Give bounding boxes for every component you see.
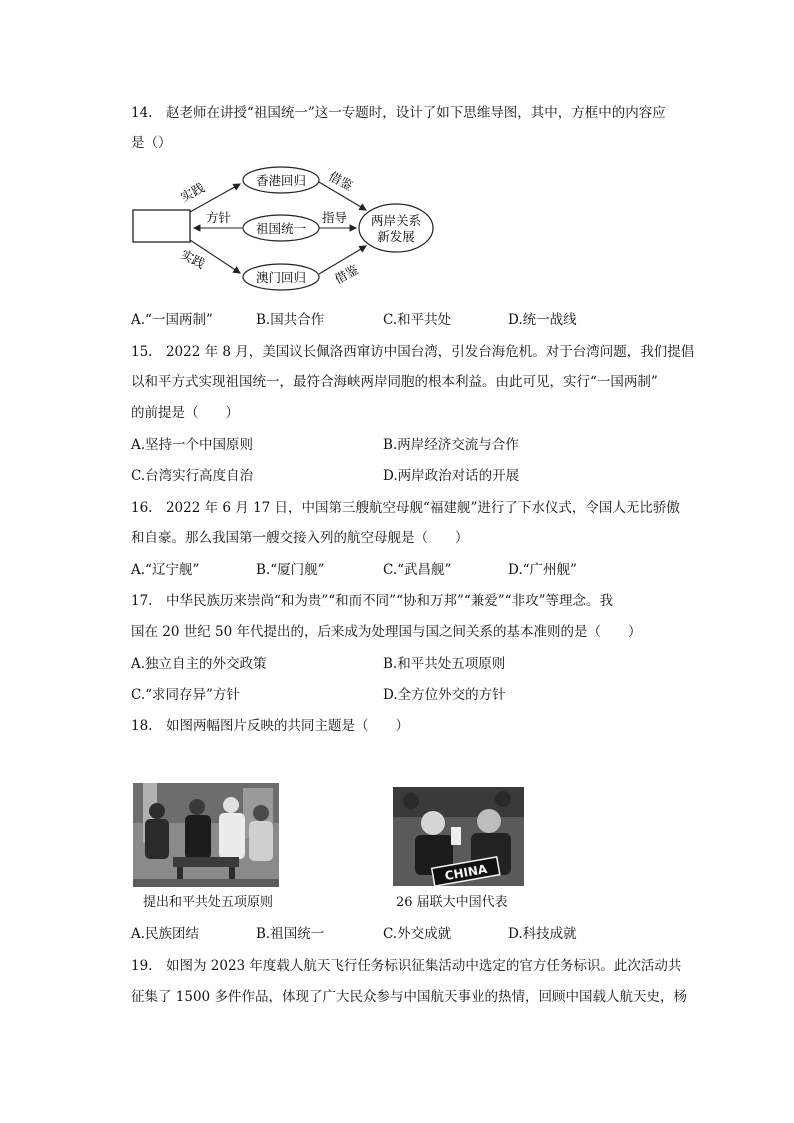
q16-stem-line1: 16. 2022 年 6 月 17 日，中国第三艘航空母舰“福建舰”进行了下水仪式，令国人无比骄傲 (131, 500, 680, 516)
q15-stem-line3: 的前提是（ ） (131, 405, 239, 421)
q18-option-d: D.科技成就 (508, 926, 577, 942)
policy-label: 方针 (206, 210, 232, 225)
q15-option-b: B.两岸经济交流与合作 (383, 437, 519, 453)
hk-label: 香港回归 (255, 173, 307, 188)
q17-option-a: A.独立自主的外交政策 (131, 656, 267, 672)
target-label-line2: 新发展 (377, 229, 415, 244)
q16-stem-line2: 和自豪。那么我国第一艘交接入列的航空母舰是（ ） (131, 530, 469, 546)
un-delegation-photo (393, 787, 524, 886)
practice-top-label: 实践 (177, 179, 208, 205)
q14-option-c: C.和平共处 (383, 312, 452, 328)
q18-option-c: C.外交成就 (383, 926, 452, 942)
q19-stem-line1: 19. 如图为 2023 年度载人航天飞行任务标识征集活动中选定的官方任务标识。此次活动共 (131, 958, 682, 974)
mo-label: 澳门回归 (255, 270, 307, 285)
q14-option-d: D.统一战线 (508, 312, 577, 328)
practice-bottom-label: 实践 (178, 246, 208, 272)
five-principles-photo (133, 783, 279, 887)
caption-right: 26 届联大中国代表 (396, 895, 508, 910)
target-node (359, 204, 433, 252)
q15-option-d: D.两岸政治对话的开展 (383, 468, 520, 484)
guide-label: 指导 (322, 210, 348, 225)
mind-map-diagram (128, 160, 438, 300)
q15-stem-line2: 以和平方式实现祖国统一，最符合海峡两岸同胞的根本利益。由此可见，实行“一国两制” (131, 374, 658, 390)
q16-option-a: A.“辽宁舰” (131, 562, 200, 578)
q17-stem-line1: 17. 中华民族历来崇尚“和为贵”“和而不同”“协和万邦”“兼爱”“非攻”等理念。我 (131, 593, 613, 609)
q14-stem-line1: 14. 赵老师在讲授“祖国统一”这一专题时，设计了如下思维导图，其中，方框中的内容应 (131, 105, 666, 121)
q16-option-d: D.“广州舰” (508, 562, 577, 578)
q17-option-c: C.“求同存异”方针 (131, 687, 240, 703)
q15-stem-line1: 15. 2022 年 8 月，美国议长佩洛西窜访中国台湾，引发台海危机。对于台湾问题，我们提倡 (131, 344, 695, 360)
q17-stem-line2: 国在 20 世纪 50 年代提出的，后来成为处理国与国之间关系的基本准则的是（ ） (131, 624, 642, 640)
q14-stem-line2: 是（） (131, 135, 172, 151)
q16-option-b: B.“厦门舰” (256, 562, 325, 578)
q18-stem: 18. 如图两幅图片反映的共同主题是（ ） (131, 718, 409, 734)
q18-option-a: A.民族团结 (131, 926, 200, 942)
q19-stem-line2: 征集了 1500 多件作品，体现了广大民众参与中国航天事业的热情，回顾中国载人航天史，杨 (131, 989, 687, 1005)
q15-option-c: C.台湾实行高度自治 (131, 468, 254, 484)
q14-option-b: B.国共合作 (256, 312, 325, 328)
caption-left: 提出和平共处五项原则 (143, 895, 274, 910)
q14-option-a: A.“一国两制” (131, 312, 213, 328)
q18-option-b: B.祖国统一 (256, 926, 325, 942)
ref-top-label: 借鉴 (326, 168, 356, 194)
q17-option-d: D.全方位外交的方针 (383, 687, 506, 703)
tw-label: 祖国统一 (255, 221, 307, 236)
q15-option-a: A.坚持一个中国原则 (131, 437, 254, 453)
q16-option-c: C.“武昌舰” (383, 562, 452, 578)
ref-bottom-label: 借鉴 (331, 261, 362, 287)
china-placard: CHINA (443, 861, 489, 884)
target-label-line1: 两岸关系 (370, 213, 422, 228)
q17-option-b: B.和平共处五项原则 (383, 656, 506, 672)
blank-answer-box (133, 210, 190, 242)
